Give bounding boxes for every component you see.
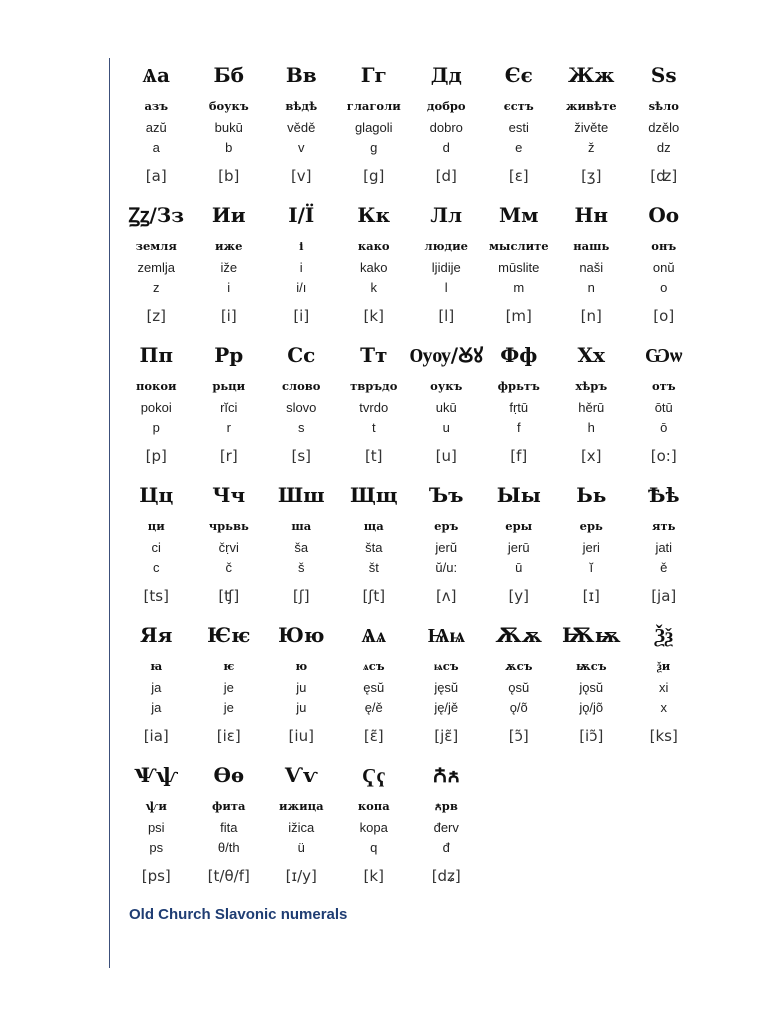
letter-transliteration: jǫ/jõ <box>579 700 604 715</box>
letter-cell <box>193 338 266 478</box>
letter-name-latin: glagoli <box>354 120 393 135</box>
letter-name-latin: jǫsŭ <box>579 680 604 695</box>
letter-cell <box>265 58 338 198</box>
letter-glyph: Пп <box>139 343 174 367</box>
letter-name-latin: esti <box>508 120 529 135</box>
letter-name-cyrillic: ци <box>147 519 165 533</box>
letter-glyph: Сс <box>287 343 316 367</box>
letter-transliteration: z <box>153 280 160 295</box>
letter-cell <box>555 338 628 478</box>
letter-glyph: Яя <box>140 623 173 647</box>
letter-ipa: [i] <box>293 307 310 325</box>
letter-cell <box>410 758 483 898</box>
letter-name-cyrillic: рьци <box>212 379 246 393</box>
letter-transliteration: θ/th <box>217 840 240 855</box>
letter-cell <box>555 198 628 338</box>
letter-ipa: [o:] <box>650 447 677 465</box>
letter-transliteration: u <box>442 420 450 435</box>
letter-transliteration: q <box>370 840 378 855</box>
letter-name-latin: xi <box>659 680 669 695</box>
letter-glyph: Жж <box>568 63 615 87</box>
letter-name-cyrillic: отъ <box>651 379 676 393</box>
letter-cell <box>483 58 556 198</box>
letter-ipa: [jɛ̃] <box>434 727 459 745</box>
letter-glyph: Ꙉꙉ <box>432 763 460 787</box>
letter-transliteration: a <box>152 140 160 155</box>
letter-name-cyrillic: і <box>299 239 304 253</box>
letter-transliteration: p <box>152 420 160 435</box>
letter-ipa: [i] <box>220 307 237 325</box>
letter-cell <box>483 338 556 478</box>
letter-transliteration: f <box>516 420 521 435</box>
letter-glyph: Ꙁꙁ/Зз <box>128 203 184 227</box>
letter-cell <box>193 198 266 338</box>
letter-cell <box>120 618 193 758</box>
letter-transliteration: č <box>225 560 232 575</box>
letter-name-cyrillic: иже <box>215 239 243 253</box>
letter-name-latin: mūslite <box>498 260 540 275</box>
letter-cell <box>120 758 193 898</box>
letter-transliteration: l <box>444 280 448 295</box>
letter-cell <box>265 198 338 338</box>
letter-cell <box>265 338 338 478</box>
letter-glyph: Ыы <box>496 483 541 507</box>
letter-ipa: [ɔ̃] <box>508 727 529 745</box>
letter-glyph: Ѯѯ <box>654 623 674 647</box>
letter-name-latin: ōtū <box>654 400 673 415</box>
letter-name-latin: ša <box>294 540 309 555</box>
letter-cell <box>410 198 483 338</box>
letter-name-cyrillic: ѧсъ <box>362 659 385 673</box>
letter-transliteration: i <box>227 280 231 295</box>
letter-name-cyrillic: земля <box>135 239 177 253</box>
letter-cell <box>555 58 628 198</box>
letter-transliteration: ū <box>515 560 523 575</box>
letter-ipa: [dʑ] <box>431 867 461 885</box>
letter-transliteration: ja <box>151 700 162 715</box>
letter-cell <box>555 618 628 758</box>
letter-glyph: Ѵѵ <box>284 763 318 787</box>
letter-cell <box>410 338 483 478</box>
letter-transliteration: h <box>587 420 595 435</box>
letter-name-latin: ci <box>151 540 161 555</box>
letter-ipa: [ʌ] <box>435 587 457 605</box>
letter-ipa: [x] <box>580 447 602 465</box>
letter-cell <box>338 198 411 338</box>
letter-name-cyrillic: слово <box>282 379 321 393</box>
letter-ipa: [iɔ̃] <box>579 727 604 745</box>
letter-name-latin: psi <box>147 820 165 835</box>
letter-name-latin: tvrdo <box>359 400 389 415</box>
letter-ipa: [b] <box>218 167 240 185</box>
letter-cell <box>120 58 193 198</box>
letter-transliteration: ž <box>588 140 595 155</box>
letter-name-cyrillic: ѩсъ <box>433 659 459 673</box>
letter-transliteration: r <box>226 420 231 435</box>
letter-glyph: Ѭѭ <box>561 623 621 647</box>
letter-transliteration: d <box>442 140 450 155</box>
letter-transliteration: dz <box>656 140 671 155</box>
letter-ipa: [y] <box>508 587 530 605</box>
letter-name-cyrillic: фрьтъ <box>497 379 540 393</box>
letter-glyph: Бб <box>213 63 244 87</box>
letter-transliteration: v <box>298 140 305 155</box>
letter-glyph: Рр <box>214 343 244 367</box>
letter-cell <box>483 618 556 758</box>
alphabet-table <box>120 58 700 898</box>
letter-name-latin: onŭ <box>652 260 675 275</box>
letter-name-cyrillic: ѱи <box>145 799 167 813</box>
letter-name-latin: slovo <box>286 400 317 415</box>
letter-transliteration: e <box>515 140 523 155</box>
letter-ipa: [ps] <box>141 867 171 885</box>
letter-glyph: Щщ <box>350 483 398 507</box>
letter-transliteration: št <box>368 560 379 575</box>
letter-cell <box>338 338 411 478</box>
letter-name-cyrillic: вѣдѣ <box>285 99 318 113</box>
letter-name-cyrillic: како <box>357 239 390 253</box>
letter-name-latin: jeri <box>582 540 600 555</box>
letter-cell <box>410 58 483 198</box>
letter-glyph: Фф <box>500 343 538 367</box>
letter-name-cyrillic: еры <box>505 519 533 533</box>
letter-name-cyrillic: фита <box>212 799 246 813</box>
letter-ipa: [k] <box>363 867 384 885</box>
letter-name-latin: vědě <box>287 120 316 135</box>
letter-name-cyrillic: єстъ <box>503 99 534 113</box>
letter-cell <box>555 478 628 618</box>
letter-name-cyrillic: ять <box>652 519 676 533</box>
letter-name-cyrillic: еръ <box>434 519 459 533</box>
letter-transliteration: g <box>370 140 378 155</box>
letter-ipa: [ʧ] <box>218 587 240 605</box>
letter-cell <box>120 478 193 618</box>
letter-name-latin: azŭ <box>145 120 167 135</box>
letter-glyph: І/Ї <box>288 203 315 227</box>
letter-name-cyrillic: хѣръ <box>575 379 608 393</box>
letter-ipa: [n] <box>580 307 602 325</box>
letter-cell <box>265 618 338 758</box>
letter-ipa: [m] <box>505 307 532 325</box>
letter-transliteration: ju <box>296 700 307 715</box>
letter-cell <box>193 758 266 898</box>
letter-name-latin: fita <box>220 820 238 835</box>
letter-name-latin: rĭci <box>220 400 238 415</box>
left-border-rule <box>109 58 110 968</box>
letter-name-latin: jerū <box>507 540 530 555</box>
letter-name-cyrillic: ѫсъ <box>505 659 533 673</box>
letter-ipa: [ɪ/y] <box>285 867 317 885</box>
letter-name-cyrillic: ерь <box>579 519 603 533</box>
letter-glyph: Ии <box>211 203 246 227</box>
letter-name-cyrillic: мыслите <box>488 239 549 253</box>
letter-name-latin: pokoi <box>140 400 172 415</box>
letter-transliteration: ě <box>660 560 668 575</box>
letter-name-latin: kako <box>360 260 388 275</box>
letter-name-cyrillic: чрьвь <box>208 519 249 533</box>
letter-name-latin: ęsŭ <box>363 680 385 695</box>
letter-glyph: Дд <box>430 63 462 87</box>
letter-glyph: Гг <box>360 63 387 87</box>
letter-name-latin: čṛvi <box>218 540 239 555</box>
letter-transliteration: t <box>371 420 376 435</box>
letter-name-latin: ja <box>151 680 162 695</box>
letter-name-latin: šta <box>365 540 383 555</box>
letter-cell <box>483 198 556 338</box>
letter-cell <box>628 58 701 198</box>
letter-name-latin: ju <box>296 680 307 695</box>
letter-glyph: Ҁҁ <box>362 763 386 787</box>
letter-ipa: [s] <box>291 447 312 465</box>
letter-glyph: Єє <box>504 63 533 87</box>
letter-transliteration: ję/jě <box>434 700 459 715</box>
letter-cell <box>338 758 411 898</box>
letter-transliteration: ŭ/u: <box>435 560 458 575</box>
letter-glyph: Ѧа <box>142 63 170 87</box>
letter-name-latin: jęsŭ <box>434 680 459 695</box>
letter-name-cyrillic: ꙗ <box>150 659 163 673</box>
letter-name-cyrillic: оукъ <box>430 379 463 393</box>
letter-transliteration: ĭ <box>589 560 594 575</box>
letter-glyph: Ѱѱ <box>134 763 179 787</box>
letter-name-cyrillic: глаголи <box>346 99 401 113</box>
letter-name-latin: i <box>299 260 303 275</box>
letter-name-cyrillic: онъ <box>651 239 677 253</box>
letter-transliteration: b <box>225 140 233 155</box>
letter-glyph: Ѣѣ <box>647 483 680 507</box>
letter-glyph: Тт <box>360 343 388 367</box>
letter-ipa: [ɛ̃] <box>363 727 384 745</box>
letter-name-latin: ukū <box>435 400 457 415</box>
letter-name-cyrillic: ижица <box>278 799 324 813</box>
letter-name-cyrillic: азъ <box>144 99 169 113</box>
letter-cell <box>338 478 411 618</box>
letter-transliteration: ō <box>660 420 668 435</box>
letter-name-latin: fṛtū <box>509 400 529 415</box>
letter-ipa: [ja] <box>651 587 677 605</box>
letter-glyph: Ѫѫ <box>495 623 542 647</box>
letter-glyph: Ѹѹ/Ꙋꙋ <box>409 343 483 367</box>
letter-name-latin: živěte <box>574 120 609 135</box>
letter-transliteration: o <box>660 280 668 295</box>
letter-glyph: Ьь <box>576 483 607 507</box>
letter-name-cyrillic: твръдо <box>350 379 398 393</box>
letter-ipa: [ʣ] <box>650 167 678 185</box>
letter-transliteration: ü <box>297 840 305 855</box>
letter-ipa: [k] <box>363 307 384 325</box>
letter-glyph: Чч <box>212 483 246 507</box>
letter-cell <box>628 478 701 618</box>
letter-transliteration: s <box>298 420 305 435</box>
letter-cell <box>193 478 266 618</box>
letter-name-latin: iže <box>220 260 238 275</box>
letter-ipa: [t] <box>364 447 383 465</box>
letter-name-latin: ljidije <box>431 260 461 275</box>
letter-cell <box>483 478 556 618</box>
letter-name-cyrillic: ша <box>291 519 312 533</box>
letter-glyph: Лл <box>430 203 463 227</box>
letter-ipa: [r] <box>219 447 238 465</box>
numerals-section-heading[interactable]: Old Church Slavonic numerals <box>129 906 348 923</box>
letter-name-latin: bukū <box>214 120 243 135</box>
letter-glyph: Ѳѳ <box>213 763 244 787</box>
letter-glyph: Ѧѧ <box>361 623 386 647</box>
letter-ipa: [t/θ/f] <box>207 867 250 885</box>
letter-name-cyrillic: ꙉрв <box>434 799 458 813</box>
letter-cell <box>410 478 483 618</box>
letter-ipa: [ts] <box>143 587 169 605</box>
letter-ipa: [ɛ] <box>508 167 529 185</box>
letter-name-cyrillic: нашь <box>573 239 610 253</box>
letter-glyph: Кк <box>357 203 391 227</box>
letter-name-latin: naši <box>579 260 604 275</box>
letter-name-cyrillic: ю <box>295 659 308 673</box>
letter-glyph: Хх <box>577 343 605 367</box>
letter-name-cyrillic: покои <box>135 379 177 393</box>
letter-ipa: [ɪ] <box>582 587 600 605</box>
letter-transliteration: k <box>370 280 377 295</box>
letter-ipa: [v] <box>290 167 312 185</box>
letter-cell <box>193 58 266 198</box>
letter-transliteration: ps <box>149 840 164 855</box>
letter-glyph: Шш <box>277 483 325 507</box>
letter-glyph: Ѩѩ <box>427 623 465 647</box>
letter-ipa: [p] <box>145 447 167 465</box>
letter-glyph: Нн <box>574 203 609 227</box>
letter-ipa: [ks] <box>649 727 678 745</box>
letter-ipa: [iɛ] <box>216 727 241 745</box>
letter-glyph: Ѡѡ <box>645 343 683 367</box>
letter-name-cyrillic: копа <box>357 799 390 813</box>
letter-name-cyrillic: добро <box>426 99 466 113</box>
letter-name-latin: ǫsŭ <box>508 680 530 695</box>
letter-ipa: [ia] <box>143 727 169 745</box>
letter-glyph: Вв <box>285 63 317 87</box>
letter-cell <box>628 618 701 758</box>
letter-ipa: [a] <box>145 167 167 185</box>
letter-ipa: [z] <box>146 307 167 325</box>
letter-cell <box>628 338 701 478</box>
letter-transliteration: n <box>587 280 595 295</box>
letter-name-latin: ižica <box>288 820 315 835</box>
letter-ipa: [f] <box>510 447 528 465</box>
letter-glyph: Оо <box>648 203 680 227</box>
letter-ipa: [u] <box>435 447 457 465</box>
letter-ipa: [iu] <box>288 727 314 745</box>
letter-glyph: Цц <box>139 483 174 507</box>
letter-name-latin: jati <box>655 540 673 555</box>
letter-name-latin: je <box>223 680 234 695</box>
letter-glyph: Ѥѥ <box>207 623 251 647</box>
letter-name-latin: dzělo <box>648 120 680 135</box>
letter-name-latin: dobro <box>429 120 463 135</box>
letter-ipa: [l] <box>438 307 455 325</box>
letter-cell <box>265 478 338 618</box>
letter-ipa: [ʃt] <box>362 587 386 605</box>
letter-ipa: [g] <box>363 167 385 185</box>
letter-name-cyrillic: ѕѣло <box>648 99 679 113</box>
letter-cell <box>410 618 483 758</box>
letter-transliteration: c <box>153 560 160 575</box>
letter-name-cyrillic: боукъ <box>208 99 249 113</box>
letter-glyph: Ѕѕ <box>650 63 677 87</box>
letter-name-cyrillic: ща <box>363 519 384 533</box>
letter-name-latin: kopa <box>359 820 388 835</box>
letter-cell <box>265 758 338 898</box>
letter-name-cyrillic: живѣте <box>565 99 617 113</box>
letter-transliteration: x <box>660 700 667 715</box>
letter-cell <box>120 338 193 478</box>
letter-name-cyrillic: ѯи <box>657 659 671 673</box>
letter-glyph: Юю <box>278 623 325 647</box>
letter-transliteration: m <box>513 280 525 295</box>
letter-transliteration: je <box>223 700 234 715</box>
letter-name-latin: zemlja <box>137 260 176 275</box>
letter-cell <box>193 618 266 758</box>
letter-transliteration: ǫ/õ <box>509 700 528 715</box>
letter-name-cyrillic: ѥ <box>223 659 235 673</box>
letter-ipa: [ʃ] <box>292 587 310 605</box>
letter-cell <box>338 58 411 198</box>
letter-name-cyrillic: ѭсъ <box>575 659 607 673</box>
letter-ipa: [o] <box>653 307 675 325</box>
letter-transliteration: i/ı <box>296 280 307 295</box>
letter-ipa: [d] <box>435 167 457 185</box>
letter-glyph: Ъъ <box>429 483 464 507</box>
letter-name-latin: đerv <box>433 820 459 835</box>
letter-cell <box>338 618 411 758</box>
letter-transliteration: đ <box>442 840 450 855</box>
letter-transliteration: š <box>298 560 305 575</box>
letter-glyph: Мм <box>498 203 539 227</box>
letter-transliteration: ę/ě <box>364 700 383 715</box>
letter-name-latin: hěrū <box>578 400 605 415</box>
letter-cell <box>628 198 701 338</box>
letter-ipa: [ʒ] <box>581 167 602 185</box>
letter-name-latin: jerŭ <box>435 540 458 555</box>
letter-name-cyrillic: людие <box>424 239 468 253</box>
letter-cell <box>120 198 193 338</box>
